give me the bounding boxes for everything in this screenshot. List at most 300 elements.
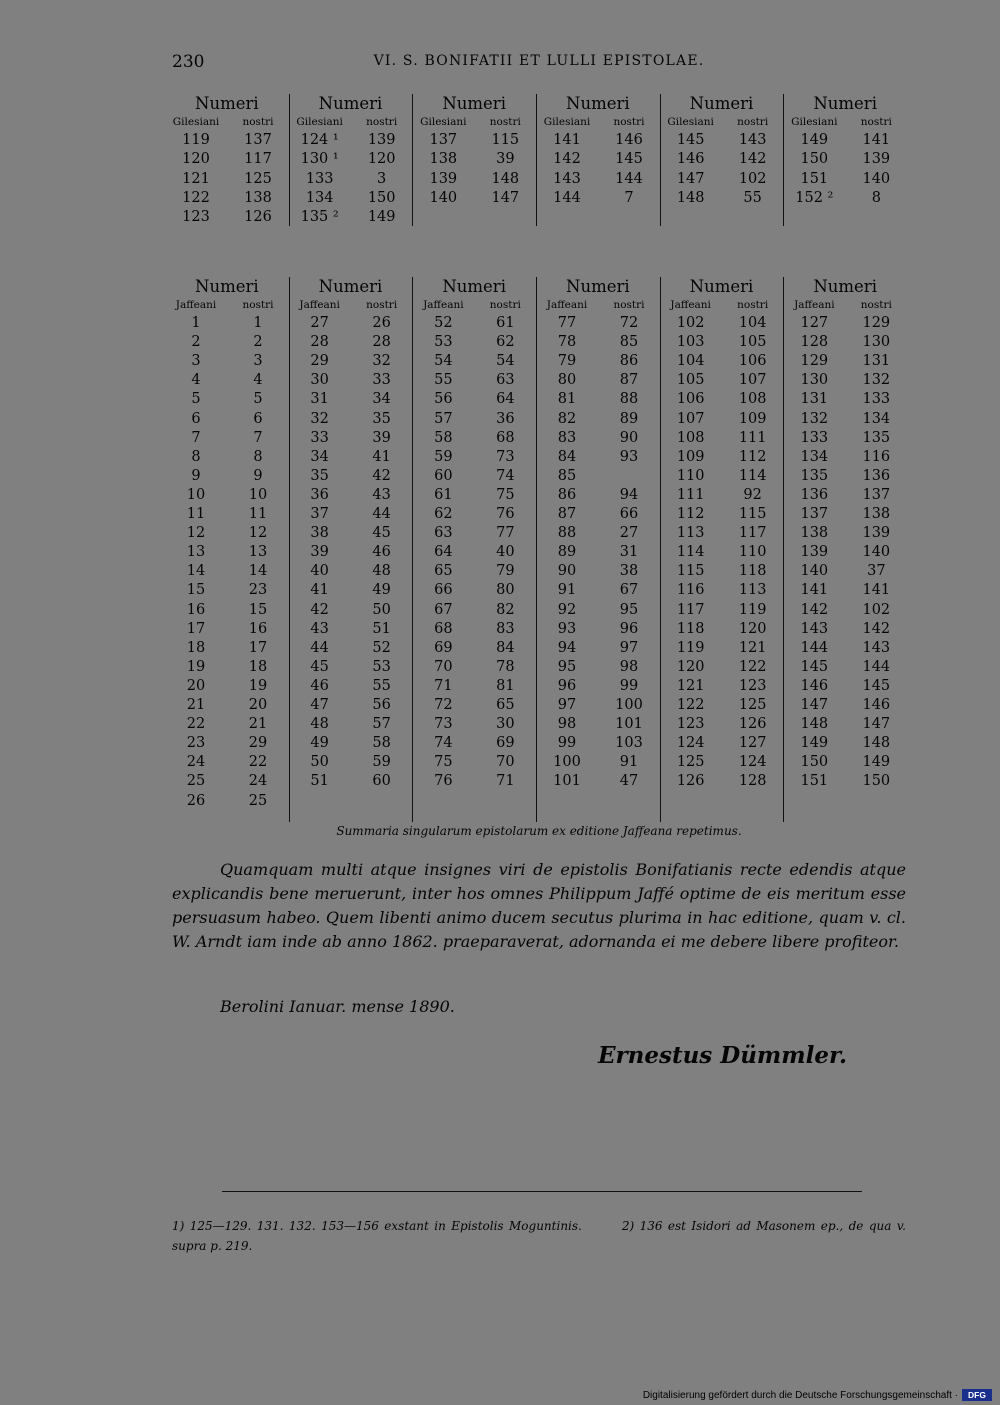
cell-nostri-number: 64: [496, 391, 515, 408]
cell-nostri-number: 121: [738, 639, 767, 656]
cell-nostri-number: 4: [253, 372, 263, 389]
cell-source-number: 127: [800, 315, 829, 331]
cell-source-number: 149: [800, 735, 829, 752]
cell-nostri-number: 115: [738, 506, 767, 522]
column-divider: [289, 94, 290, 226]
cell-source-number: 85: [557, 467, 577, 484]
cell-nostri-number: 33: [372, 372, 391, 389]
cell-nostri-number: 27: [619, 525, 639, 542]
cell-nostri-number: 133: [862, 391, 891, 408]
cell-nostri-number: 36: [496, 410, 515, 427]
subheader-nostri: nostri: [489, 299, 521, 311]
cell-nostri-number: 141: [862, 132, 891, 148]
column-title: Numeri: [442, 277, 506, 296]
cell-nostri-number: 130: [862, 334, 891, 351]
subheader-nostri: nostri: [737, 116, 769, 128]
cell-nostri-number: 85: [619, 334, 639, 351]
cell-nostri-number: 139: [367, 132, 396, 148]
cell-source-number: 26: [186, 792, 206, 809]
column-divider: [536, 94, 537, 226]
cell-source-number: 115: [676, 563, 705, 580]
cell-source-number: 59: [434, 448, 453, 465]
column-title: Numeri: [195, 277, 259, 296]
cell-nostri-number: 10: [248, 486, 268, 503]
cell-source-number: 121: [182, 170, 210, 187]
cell-nostri-number: 103: [615, 735, 643, 752]
cell-nostri-number: 38: [619, 563, 639, 580]
cell-source-number: 118: [676, 620, 705, 637]
subheader-source: Jaffeani: [670, 299, 711, 311]
cell-nostri-number: 149: [862, 754, 891, 771]
cell-source-number: 64: [434, 544, 453, 561]
cell-source-number: 3: [191, 353, 201, 370]
cell-nostri-number: 16: [248, 620, 268, 637]
cell-nostri-number: 142: [738, 151, 767, 168]
cell-nostri-number: 65: [496, 697, 515, 713]
cell-source-number: 28: [310, 334, 329, 351]
cell-source-number: 135 ²: [300, 209, 339, 226]
cell-source-number: 106: [676, 391, 705, 408]
cell-nostri-number: 138: [862, 506, 891, 522]
cell-source-number: 63: [434, 525, 453, 542]
cell-source-number: 42: [310, 601, 329, 618]
cell-nostri-number: 83: [496, 620, 515, 637]
cell-nostri-number: 140: [862, 170, 891, 187]
cell-nostri-number: 96: [619, 620, 639, 637]
cell-source-number: 53: [434, 334, 453, 351]
cell-nostri-number: 23: [248, 582, 268, 599]
cell-source-number: 144: [800, 639, 829, 656]
cell-nostri-number: 125: [738, 697, 767, 713]
cell-source-number: 99: [557, 735, 577, 752]
cell-source-number: 98: [557, 716, 577, 733]
cell-source-number: 140: [429, 189, 458, 206]
cell-nostri-number: 127: [738, 735, 767, 752]
cell-source-number: 121: [676, 677, 705, 694]
cell-source-number: 72: [434, 697, 453, 713]
subheader-nostri: nostri: [366, 116, 398, 128]
cell-nostri-number: 105: [738, 334, 767, 351]
subheader-nostri: nostri: [860, 116, 892, 128]
cell-source-number: 76: [434, 773, 453, 790]
subheader-source: Jaffeani: [423, 299, 464, 311]
cell-source-number: 80: [557, 372, 577, 389]
subheader-source: Gilesiani: [296, 116, 343, 128]
cell-nostri-number: 129: [862, 315, 891, 331]
cell-nostri-number: 91: [619, 754, 639, 771]
column-title: Numeri: [442, 94, 506, 113]
cell-nostri-number: 123: [738, 677, 767, 694]
cell-nostri-number: 150: [367, 189, 396, 206]
cell-nostri-number: 102: [862, 601, 891, 618]
cell-source-number: 129: [800, 353, 829, 370]
cell-nostri-number: 78: [496, 658, 515, 675]
cell-nostri-number: 41: [372, 448, 391, 465]
cell-source-number: 131: [800, 391, 829, 408]
cell-source-number: 120: [182, 151, 210, 168]
cell-nostri-number: 117: [738, 525, 767, 542]
cell-nostri-number: 44: [372, 506, 391, 522]
cell-source-number: 35: [310, 467, 329, 484]
cell-nostri-number: 20: [248, 697, 268, 713]
cell-nostri-number: 6: [253, 410, 263, 427]
cell-source-number: 133: [305, 170, 334, 187]
cell-source-number: 104: [676, 353, 705, 370]
cell-nostri-number: 110: [738, 544, 767, 561]
cell-nostri-number: 89: [619, 410, 639, 427]
cell-nostri-number: 50: [372, 601, 391, 618]
cell-nostri-number: 3: [377, 170, 387, 187]
cell-nostri-number: 53: [372, 658, 391, 675]
cell-nostri-number: 22: [248, 754, 268, 771]
cell-source-number: 55: [434, 372, 453, 389]
cell-source-number: 145: [676, 132, 705, 148]
cell-source-number: 125: [676, 754, 705, 771]
footnote-rule: [222, 1191, 862, 1192]
subheader-source: Jaffeani: [299, 299, 340, 311]
dateline: Berolini Ianuar. mense 1890.: [220, 997, 455, 1016]
cell-nostri-number: 139: [862, 525, 891, 542]
cell-source-number: 87: [557, 506, 577, 522]
footnote-2: 2) 136 est Isidori ad Masonem ep., de qua v. supra p. 219.: [172, 1219, 906, 1253]
cell-source-number: 60: [434, 467, 453, 484]
running-title: VI. S. BONIFATII ET LULLI EPISTOLAE.: [373, 53, 705, 69]
cell-source-number: 70: [434, 658, 453, 675]
cell-nostri-number: 70: [496, 754, 515, 771]
cell-nostri-number: 126: [738, 716, 767, 733]
cell-nostri-number: 119: [738, 601, 767, 618]
cell-source-number: 142: [800, 601, 829, 618]
digitization-credit: Digitalisierung gefördert durch die Deutsche Forschungsgemeinschaft ·: [642, 1390, 958, 1401]
cell-nostri-number: 1: [253, 315, 263, 331]
cell-source-number: 27: [310, 315, 329, 331]
cell-source-number: 149: [800, 132, 829, 148]
cell-source-number: 69: [434, 639, 453, 656]
cell-nostri-number: 25: [248, 792, 268, 809]
cell-source-number: 58: [434, 429, 453, 446]
cell-nostri-number: 86: [619, 353, 639, 370]
cell-source-number: 8: [191, 448, 201, 465]
cell-source-number: 47: [310, 697, 329, 713]
cell-nostri-number: 59: [372, 754, 391, 771]
cell-source-number: 82: [557, 410, 577, 427]
subheader-nostri: nostri: [737, 299, 769, 311]
cell-source-number: 57: [434, 410, 453, 427]
cell-nostri-number: 115: [491, 132, 520, 148]
cell-nostri-number: 106: [738, 353, 767, 370]
cell-source-number: 141: [553, 132, 581, 148]
cell-nostri-number: 40: [496, 544, 515, 561]
cell-nostri-number: 8: [253, 448, 263, 465]
cell-nostri-number: 29: [248, 735, 268, 752]
cell-source-number: 75: [434, 754, 453, 771]
cell-nostri-number: 104: [738, 315, 767, 331]
cell-nostri-number: 84: [496, 639, 515, 656]
cell-source-number: 144: [553, 189, 581, 206]
cell-source-number: 68: [434, 620, 453, 637]
cell-nostri-number: 24: [248, 773, 268, 790]
cell-nostri-number: 128: [738, 773, 767, 790]
cell-nostri-number: 46: [372, 544, 391, 561]
cell-nostri-number: 109: [738, 410, 767, 427]
cell-source-number: 130 ¹: [300, 151, 339, 168]
cell-source-number: 61: [434, 486, 453, 503]
cell-nostri-number: 51: [372, 620, 391, 637]
cell-source-number: 147: [800, 697, 829, 713]
cell-source-number: 140: [800, 563, 829, 580]
cell-nostri-number: 145: [615, 151, 643, 168]
cell-source-number: 132: [800, 410, 829, 427]
cell-source-number: 91: [557, 582, 577, 599]
cell-nostri-number: 113: [738, 582, 767, 599]
cell-nostri-number: 17: [248, 639, 268, 656]
cell-nostri-number: 8: [871, 189, 881, 206]
cell-source-number: 122: [676, 697, 705, 713]
cell-nostri-number: 18: [248, 658, 268, 675]
cell-nostri-number: 56: [372, 697, 391, 713]
cell-nostri-number: 39: [496, 151, 515, 168]
column-divider: [660, 277, 661, 822]
cell-nostri-number: 138: [244, 189, 272, 206]
cell-source-number: 139: [800, 544, 829, 561]
cell-nostri-number: 116: [862, 448, 891, 465]
cell-nostri-number: 26: [372, 315, 391, 331]
cell-nostri-number: 95: [619, 601, 639, 618]
cell-nostri-number: 147: [491, 189, 520, 206]
cell-source-number: 39: [310, 544, 329, 561]
cell-nostri-number: 67: [619, 582, 639, 599]
cell-source-number: 100: [553, 754, 581, 771]
cell-nostri-number: 148: [491, 170, 520, 187]
cell-nostri-number: 132: [862, 372, 891, 389]
cell-nostri-number: 139: [862, 151, 891, 168]
cell-nostri-number: 54: [496, 353, 515, 370]
cell-nostri-number: 47: [619, 773, 639, 790]
cell-source-number: 14: [186, 563, 206, 580]
cell-source-number: 66: [434, 582, 453, 599]
cell-source-number: 130: [800, 372, 829, 389]
cell-nostri-number: 125: [244, 170, 272, 187]
cell-source-number: 109: [676, 448, 705, 465]
cell-nostri-number: 143: [738, 132, 767, 148]
subheader-nostri: nostri: [860, 299, 892, 311]
subheader-nostri: nostri: [489, 116, 521, 128]
cell-source-number: 45: [310, 658, 329, 675]
cell-nostri-number: 55: [372, 677, 391, 694]
cell-source-number: 78: [557, 334, 577, 351]
cell-source-number: 81: [557, 391, 577, 408]
cell-nostri-number: 140: [862, 544, 891, 561]
cell-source-number: 92: [557, 601, 577, 618]
subheader-source: Gilesiani: [420, 116, 467, 128]
cell-source-number: 15: [186, 582, 206, 599]
cell-source-number: 142: [553, 151, 581, 168]
subheader-source: Jaffeani: [175, 299, 217, 311]
cell-source-number: 95: [557, 658, 577, 675]
cell-source-number: 101: [553, 773, 581, 790]
cell-source-number: 25: [186, 773, 206, 790]
cell-source-number: 44: [310, 639, 329, 656]
cell-source-number: 94: [557, 639, 577, 656]
cell-source-number: 23: [186, 735, 206, 752]
cell-source-number: 65: [434, 563, 453, 580]
signature: Ernestus Dümmler.: [598, 1042, 847, 1069]
cell-nostri-number: 21: [248, 716, 268, 733]
cell-source-number: 38: [310, 525, 329, 542]
cell-source-number: 134: [800, 448, 829, 465]
cell-nostri-number: 5: [253, 391, 263, 408]
cell-nostri-number: 141: [862, 582, 891, 599]
cell-nostri-number: 137: [244, 132, 272, 148]
cell-source-number: 30: [310, 372, 329, 389]
cell-source-number: 52: [434, 315, 453, 331]
column-title: Numeri: [813, 94, 877, 113]
cell-nostri-number: 34: [372, 391, 391, 408]
cell-source-number: 50: [310, 754, 329, 771]
subheader-source: Gilesiani: [791, 116, 838, 128]
cell-source-number: 2: [191, 334, 201, 351]
cell-source-number: 146: [676, 151, 705, 168]
cell-source-number: 119: [182, 132, 210, 148]
subheader-source: Gilesiani: [172, 116, 220, 128]
cell-source-number: 56: [434, 391, 453, 408]
cell-nostri-number: 72: [619, 315, 639, 331]
concordance-table-gilesiani: [165, 94, 907, 226]
cell-source-number: 151: [800, 170, 829, 187]
cell-nostri-number: 45: [372, 525, 391, 542]
cell-source-number: 152 ²: [795, 189, 834, 206]
cell-source-number: 62: [434, 506, 453, 522]
cell-nostri-number: 98: [619, 658, 639, 675]
cell-source-number: 146: [800, 677, 829, 694]
column-title: Numeri: [318, 94, 383, 113]
cell-nostri-number: 31: [619, 544, 639, 561]
cell-nostri-number: 146: [862, 697, 891, 713]
cell-nostri-number: 90: [619, 429, 639, 446]
cell-nostri-number: [598, 467, 660, 486]
cell-nostri-number: 32: [372, 353, 391, 370]
cell-source-number: 138: [429, 151, 458, 168]
cell-nostri-number: 87: [619, 372, 639, 389]
cell-source-number: 108: [676, 429, 705, 446]
cell-nostri-number: 150: [862, 773, 891, 790]
cell-nostri-number: 144: [862, 658, 891, 675]
cell-nostri-number: 122: [738, 658, 767, 675]
cell-nostri-number: 76: [496, 506, 515, 522]
column-title: Numeri: [318, 277, 383, 296]
cell-nostri-number: 52: [372, 639, 391, 656]
preface-paragraph: Quamquam multi atque insignes viri de epistolis Bonifatianis recte edendis atque explicandis bene meruerunt, inter hos omnes Philippum Jaffé optime de eis meritum esse persuasum habeo. Quem libenti animo ducem secutus plurima in hac editione, quam v. cl. W. Arndt iam inde ab anno 1862. praeparaverat, adornanda ei me debere libere profiteor.: [172, 860, 906, 951]
cell-source-number: 139: [429, 170, 458, 187]
column-divider: [536, 277, 537, 822]
cell-nostri-number: 135: [862, 429, 891, 446]
column-divider: [412, 277, 413, 822]
column-title: Numeri: [689, 277, 754, 296]
cell-source-number: 77: [557, 315, 577, 331]
cell-source-number: 137: [429, 132, 458, 148]
cell-nostri-number: 97: [619, 639, 639, 656]
cell-nostri-number: 147: [862, 716, 891, 733]
cell-source-number: 51: [310, 773, 329, 790]
cell-source-number: 124: [676, 735, 705, 752]
subheader-nostri: nostri: [613, 116, 645, 128]
cell-nostri-number: 71: [496, 773, 515, 790]
cell-source-number: 110: [676, 467, 705, 484]
cell-nostri-number: 73: [496, 448, 515, 465]
cell-nostri-number: 144: [615, 170, 643, 187]
cell-nostri-number: 12: [248, 525, 268, 542]
cell-source-number: 148: [676, 189, 705, 206]
column-title: Numeri: [813, 277, 877, 296]
cell-nostri-number: 7: [253, 429, 263, 446]
cell-source-number: 119: [676, 639, 705, 656]
page-header: [172, 52, 906, 76]
cell-source-number: 12: [186, 525, 206, 542]
cell-nostri-number: 9: [253, 467, 263, 484]
cell-source-number: 22: [186, 716, 206, 733]
cell-source-number: 151: [800, 773, 829, 790]
cell-source-number: 6: [191, 410, 201, 427]
cell-source-number: 10: [186, 486, 206, 503]
cell-nostri-number: 126: [244, 209, 272, 226]
cell-source-number: 124 ¹: [300, 132, 339, 148]
cell-source-number: 89: [557, 544, 577, 561]
cell-source-number: 33: [310, 429, 329, 446]
cell-nostri-number: 145: [862, 677, 891, 694]
cell-source-number: 18: [186, 639, 206, 656]
cell-source-number: 43: [310, 620, 329, 637]
cell-nostri-number: 102: [738, 170, 767, 187]
cell-source-number: 37: [310, 506, 329, 522]
column-title: Numeri: [566, 277, 630, 296]
cell-nostri-number: 107: [738, 372, 767, 389]
cell-nostri-number: 11: [248, 506, 268, 522]
cell-nostri-number: 43: [372, 486, 391, 503]
cell-source-number: 71: [434, 677, 453, 694]
cell-source-number: 128: [800, 334, 829, 351]
cell-source-number: 148: [800, 716, 829, 733]
column-divider: [412, 94, 413, 226]
cell-source-number: 67: [434, 601, 453, 618]
concordance-table-jaffeani: [165, 277, 907, 822]
cell-source-number: 137: [800, 506, 829, 522]
cell-source-number: 150: [800, 754, 829, 771]
cell-nostri-number: 120: [367, 151, 396, 168]
cell-source-number: 83: [557, 429, 577, 446]
cell-source-number: 143: [553, 170, 581, 187]
cell-nostri-number: 58: [372, 735, 391, 752]
cell-nostri-number: 57: [372, 716, 391, 733]
cell-nostri-number: 118: [738, 563, 767, 580]
cell-source-number: 36: [310, 486, 329, 503]
cell-nostri-number: 148: [862, 735, 891, 752]
cell-nostri-number: 143: [862, 639, 891, 656]
cell-nostri-number: 55: [743, 189, 762, 206]
cell-source-number: 123: [182, 209, 210, 226]
cell-nostri-number: 49: [372, 582, 391, 599]
cell-nostri-number: 7: [624, 189, 634, 206]
cell-source-number: 126: [676, 773, 705, 790]
cell-source-number: 112: [676, 506, 705, 522]
cell-nostri-number: 15: [248, 601, 268, 618]
column-title: Numeri: [566, 94, 630, 113]
cell-source-number: 150: [800, 151, 829, 168]
cell-source-number: 13: [186, 544, 206, 561]
footnotes: [172, 1216, 906, 1256]
cell-source-number: 5: [191, 391, 201, 408]
column-divider: [783, 94, 784, 226]
cell-source-number: 17: [186, 620, 206, 637]
